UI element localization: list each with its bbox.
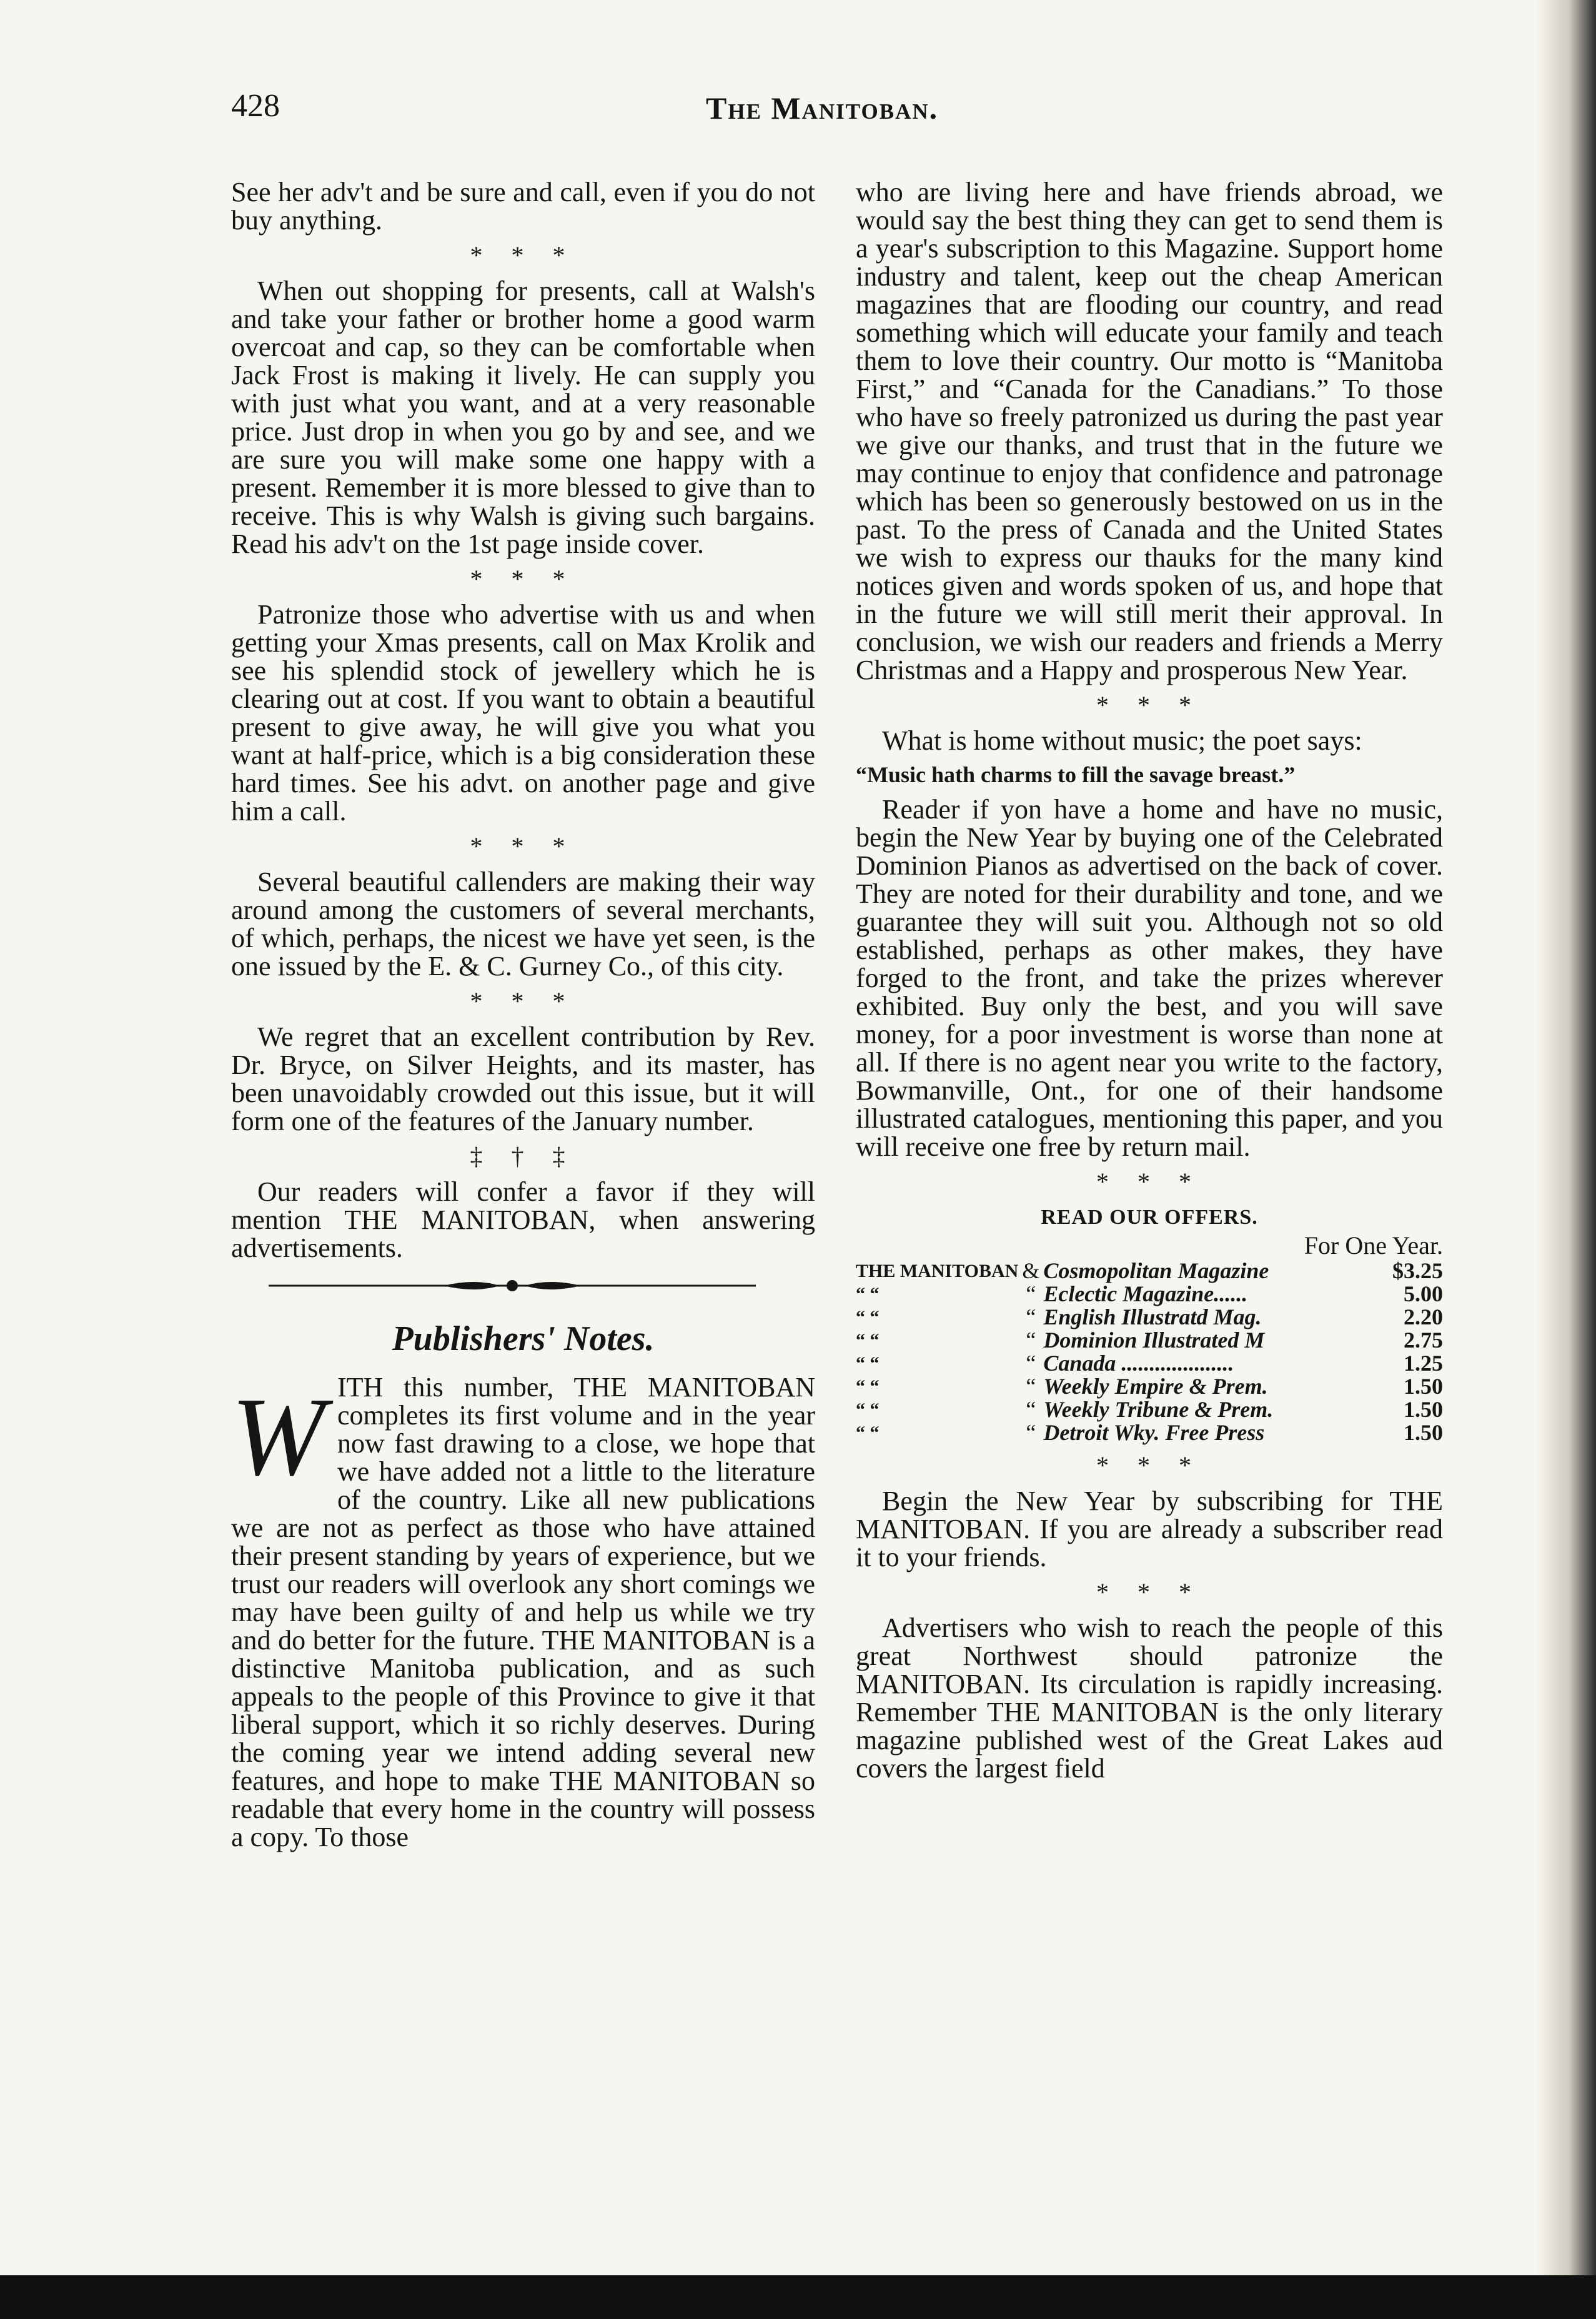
star-separator: * * * [1096,1451,1202,1479]
readers-favor-paragraph: Our readers will confer a favor if they will mention THE MANITOBAN, when answering advertisements. [231,1176,815,1263]
star-separator: * * * [470,832,577,860]
star-separator: * * * [1096,1578,1202,1606]
offer-joiner: “ [1026,1374,1036,1399]
bryce-paragraph: We regret that an excellent contribution by Rev. Dr. Bryce, on Silver Heights, and its master, has been unavoidably crowded out this issue, but it will form one of the features of the January number. [231,1021,815,1136]
offer-magazine: English Illustratd Mag. [1043,1304,1262,1329]
offer-price: 2.75 [1404,1328,1443,1353]
offer-row [856,1306,1443,1329]
offer-magazine: Weekly Tribune & Prem. [1043,1397,1274,1422]
offer-price: 1.50 [1404,1374,1443,1399]
offer-joiner: “ [1026,1351,1036,1376]
walsh-intro-paragraph: See her adv't and be sure and call, even if you do not buy anything. [231,177,815,236]
scan-bottom-edge [0,2275,1596,2319]
callenders-paragraph: Several beautiful callenders are making their way around among the customers of several merchants, of which, perhaps, the nicest we have yet seen, is the one issued by the E. & C. Gurney Co., of this city. [231,867,815,981]
dagger-separator: ‡ † ‡ [470,1142,577,1170]
offer-row [856,1421,1443,1444]
offer-row [856,1375,1443,1398]
offer-joiner: “ [1026,1397,1036,1422]
star-separator: * * * [470,241,577,269]
offer-row [856,1259,1443,1283]
advertisers-paragraph: Advertisers who wish to reach the people of this great Northwest should patronize the MANITOBAN. Its circulation is rapidly increasing. Remember THE MANITOBAN is the only literary magazine published west of the Great Lakes aud covers the largest field [856,1612,1443,1784]
star-separator: * * * [1096,691,1202,719]
page-number: 428 [231,88,280,124]
publishers-notes-title: Publishers' Notes. [392,1319,655,1358]
offer-row [856,1329,1443,1352]
left-column [231,178,815,1851]
drop-cap: W [231,1374,325,1499]
subscription-paragraph: who are living here and have friends abroad, we would say the best thing they can get to send them is a year's subscription to this Magazine. Support home industry and talent, keep out the cheap American magazines that are flooding our country, and read something which will educate your family and teach them to love their country. Our motto is “Manitoba First,” and “Canada for the Canadians.” To those who have so freely patronized us during the past year we give our thanks, and trust that in the future we may continue to enjoy that confidence and patronage which has been so generously bestowed on us in the past. To the press of Canada and the United States we wish to express our thauks for the many kind notices given and words spoken of us, and hope that in the future we will still merit their approval. In conclusion, we wish our readers and friends a Merry Christmas and a Happy and prosperous New Year. [856,177,1443,685]
page-binding-edge [1537,0,1596,2319]
offer-publication: “ “ [856,1353,880,1374]
offers-table [856,1259,1443,1444]
offer-publication: “ “ [856,1330,880,1351]
offer-price: 1.50 [1404,1420,1443,1445]
offers-title: READ OUR OFFERS. [1041,1206,1258,1229]
running-title: The Manitoban. [706,91,939,126]
offer-joiner: “ [1026,1328,1036,1353]
offer-price: 1.25 [1404,1351,1443,1376]
offer-price: 5.00 [1404,1281,1443,1306]
star-separator: * * * [1096,1168,1202,1196]
offer-publication: THE MANITOBAN [856,1261,1019,1281]
offer-price: 1.50 [1404,1397,1443,1422]
star-separator: * * * [470,565,577,593]
music-intro-paragraph: What is home without music; the poet says: [882,725,1362,756]
offer-publication: “ “ [856,1399,880,1420]
offer-publication: “ “ [856,1376,880,1397]
offer-row [856,1283,1443,1306]
offer-price: 2.20 [1404,1304,1443,1329]
publishers-notes-body: ITH this number, THE MANITOBAN completes its first volume and in the year now fast drawing to a close, we hope that we have added not a little to the literature of the country. Like all new publications we are not as perfect as those who have attained their present standing by years of experience, but we trust our readers will overlook any short comings we may have been guilty of and help us while we try and do better for the future. THE MANITOBAN is a distinctive Manitoba publication, and as such appeals to the people of this Province to give it that liberal support, which it so richly deserves. During the coming year we intend adding several new features, and hope to make THE MANITOBAN so readable that every home in the country will possess a copy. To those [231,1372,815,1852]
subscribe-paragraph: Begin the New Year by subscribing for THE MANITOBAN. If you are already a subscriber read it to your friends. [856,1486,1443,1572]
offer-magazine: Canada .................... [1043,1351,1234,1376]
offer-joiner: “ [1026,1304,1036,1329]
offer-magazine: Weekly Empire & Prem. [1043,1374,1268,1399]
offer-magazine: Cosmopolitan Magazine [1043,1258,1269,1283]
offer-publication: “ “ [856,1284,880,1304]
walsh-paragraph: When out shopping for presents, call at Walsh's and take your father or brother home a good warm overcoat and cap, so they can be comfortable when Jack Frost is making it lively. He can supply you with just what you want, and at a very reasonable price. Just drop in when you go by and see, and we are sure you will make some one happy with a present. Remember it is more blessed to give than to receive. This is why Walsh is giving such bargains. Read his adv't on the 1st page inside cover. [231,276,815,559]
offer-magazine: Detroit Wky. Free Press [1043,1420,1265,1445]
ornamental-rule [256,1273,768,1298]
offer-joiner: “ [1026,1281,1036,1306]
offers-subtitle: For One Year. [1304,1231,1443,1259]
offer-price: $3.25 [1392,1258,1443,1283]
right-column [856,178,1443,1782]
offer-magazine: Eclectic Magazine...... [1043,1281,1248,1306]
offer-publication: “ “ [856,1423,880,1443]
offer-magazine: Dominion Illustrated M [1043,1328,1265,1353]
offer-joiner: “ [1026,1420,1036,1445]
offer-row [856,1352,1443,1375]
music-quote: “Music hath charms to fill the savage breast.” [856,762,1296,787]
dominion-pianos-paragraph: Reader if yon have a home and have no music, begin the New Year by buying one of the Celebrated Dominion Pianos as advertised on the back of cover. They are noted for their durability and tone, and we guarantee they will suit you. Although not so old established, perhaps as other makes, they have forged to the front, and take the prizes wherever exhibited. Buy only the best, and you will save money, for a poor investment is worse than none at all. If there is no agent near you write to the factory, Bowmanville, Ont., for one of their handsome illustrated catalogues, mentioning this paper, and you will receive one free by return mail. [856,794,1443,1162]
offer-joiner: & [1022,1258,1040,1283]
offer-publication: “ “ [856,1307,880,1328]
star-separator: * * * [470,987,577,1015]
offer-row [856,1398,1443,1421]
page-header [231,87,1449,144]
krolik-paragraph: Patronize those who advertise with us and when getting your Xmas presents, call on Max Krolik and see his splendid stock of jewellery which he is clearing out at cost. If you want to obtain a beautiful present to give away, he will give you what you want at half-price, which is a big consideration these hard times. See his advt. on another page and give him a call. [231,599,815,827]
